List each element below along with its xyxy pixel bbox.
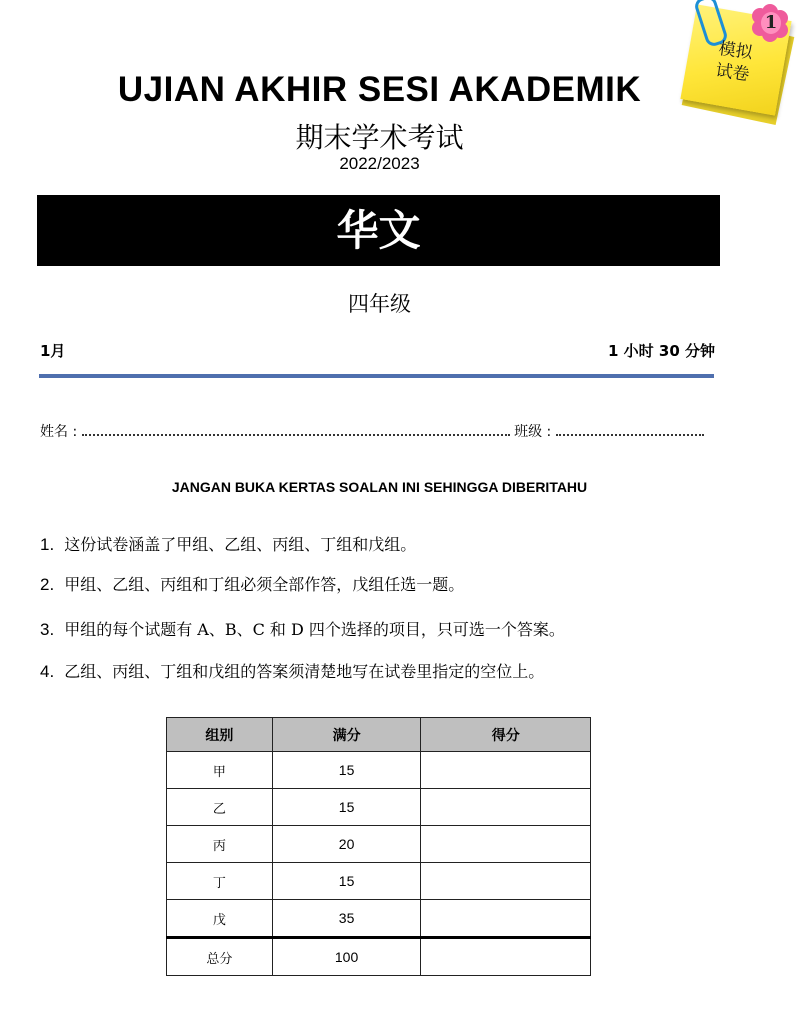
score-cell[interactable] xyxy=(421,863,591,900)
badge-line-1: 模拟 xyxy=(717,38,754,64)
table-row xyxy=(167,900,591,938)
warning-notice: JANGAN BUKA KERTAS SOALAN INI SEHINGGA DIBERITAHU xyxy=(171,479,588,495)
header-group: 组别 xyxy=(167,718,273,752)
score-table xyxy=(166,717,591,976)
table-row xyxy=(167,863,591,900)
exam-month: 1月 xyxy=(40,342,66,360)
score-cell[interactable] xyxy=(421,789,591,826)
divider-line xyxy=(39,374,714,378)
academic-year: 2022/2023 xyxy=(339,154,420,173)
table-row xyxy=(167,789,591,826)
group-cell: 乙 xyxy=(167,789,273,826)
header-full-marks: 满分 xyxy=(272,718,421,752)
group-cell: 丙 xyxy=(167,826,273,863)
full-marks-cell: 15 xyxy=(272,863,421,900)
instruction-number: 2. xyxy=(40,575,55,594)
subject-banner: 华文 xyxy=(37,195,720,266)
instruction-text: 甲组、乙组、丙组和丁组必须全部作答，戊组任选一题。 xyxy=(64,575,465,594)
exam-duration: 1 小时 30 分钟 xyxy=(608,342,715,360)
name-label: 姓名 : xyxy=(40,424,78,440)
instruction-text: 这份试卷涵盖了甲组、乙组、丙组、丁组和戊组。 xyxy=(64,535,417,554)
instruction-item xyxy=(40,532,416,555)
total-score-cell[interactable] xyxy=(421,938,591,976)
badge-number: 1 xyxy=(761,12,781,34)
full-marks-cell: 20 xyxy=(272,826,421,863)
table-row xyxy=(167,752,591,789)
total-row xyxy=(167,938,591,976)
instruction-number: 4. xyxy=(40,662,55,681)
header-score: 得分 xyxy=(421,718,591,752)
table-header-row xyxy=(167,718,591,752)
table-row xyxy=(167,826,591,863)
group-cell: 丁 xyxy=(167,863,273,900)
full-marks-cell: 15 xyxy=(272,789,421,826)
instruction-text: 乙组、丙组、丁组和戊组的答案须清楚地写在试卷里指定的空位上。 xyxy=(64,662,545,681)
score-cell[interactable] xyxy=(421,900,591,938)
instruction-item xyxy=(40,572,464,595)
class-label: 班级 : xyxy=(514,424,552,440)
instruction-item xyxy=(40,617,565,640)
student-info-line xyxy=(40,421,704,441)
instruction-number: 3. xyxy=(40,620,55,639)
exam-title-chinese: 期末学术考试 xyxy=(295,121,464,154)
full-marks-cell: 35 xyxy=(272,900,421,938)
class-field[interactable] xyxy=(556,422,704,436)
score-cell[interactable] xyxy=(421,826,591,863)
group-cell: 甲 xyxy=(167,752,273,789)
total-label-cell: 总分 xyxy=(167,938,273,976)
flower-icon xyxy=(752,4,788,40)
instruction-number: 1. xyxy=(40,535,55,554)
grade-level: 四年级 xyxy=(348,292,411,316)
total-full-marks-cell: 100 xyxy=(272,938,421,976)
full-marks-cell: 15 xyxy=(272,752,421,789)
badge-line-2: 试卷 xyxy=(714,60,751,86)
instruction-text: 甲组的每个试题有 A、B、C 和 D 四个选择的项目，只可选一个答案。 xyxy=(64,620,565,639)
group-cell: 戊 xyxy=(167,900,273,938)
score-cell[interactable] xyxy=(421,752,591,789)
instruction-item xyxy=(40,659,544,682)
exam-title: UJIAN AKHIR SESI AKADEMIK xyxy=(117,70,642,109)
name-field[interactable] xyxy=(82,422,510,436)
